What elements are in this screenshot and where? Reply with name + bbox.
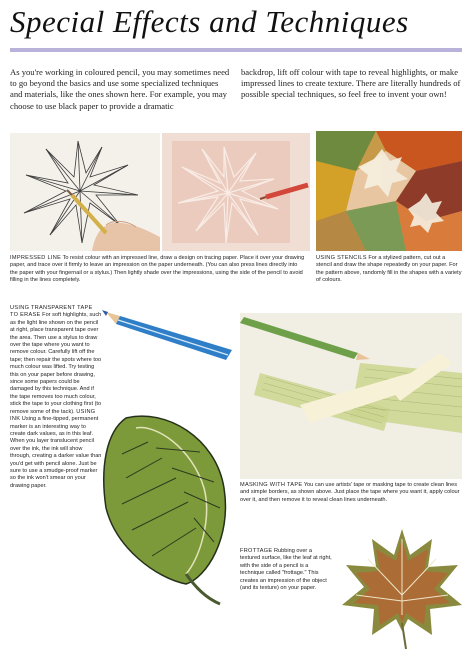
frottage-heading: FROTTAGE [240,548,273,554]
stencils-body: For a stylized pattern, cut out a stencil and draw the shape repeatedly on your paper. For the pattern above, randomly fill in the shapes with a variety of colours. [316,255,462,284]
ink-heading: USING INK [10,408,96,423]
transparent-tape-caption [10,305,102,490]
transparent-tape-body: For soft highlights, such as the light line shown on the pencil at right, place transparent tape over the area. Then use a stylus to draw over the tape where you want to remove colour. Carefully lift off the tape; then repair the spots where too much colour was lifted. Try testing this on your paper before drawing, since some papers could be damaged by this technique. And if the tape removes too much colour, stick the tape to your clothing first (to remove some of the tack). [10,312,102,415]
frottage-caption [240,548,332,592]
impressed-line-drawing-image [10,133,160,251]
impressed-line-result-image [162,133,310,251]
intro-text-left: As you're working in coloured pencil, you may sometimes need to go beyond the basics and use some specialized techniques and materials, like the ones shown here. For example, you may choose to use black paper to provide a dramatic [10,67,230,111]
ink-leaf-image [96,408,238,608]
stencils-heading: USING STENCILS [316,255,367,261]
impressed-line-heading: IMPRESSED LINE [10,255,62,261]
masking-heading: MASKING WITH TAPE [240,482,303,488]
frottage-leaf-image [340,525,464,651]
impressed-line-body: To resist colour with an impressed line, draw a design on tracing paper. Place it over your drawing paper, and trace over it firmly to leave an impression on the paper underneath. (You can also press lines directly into the paper with your fingernail or a stylus.) Then lightly shade over the impressions, using the side of the pencil to avoid filling in the lines completely. [10,255,305,284]
ink-body: Using a fine-tipped, permanent marker is an interesting way to create dark values, as in this leaf. When you layer translucent pencil over the ink, the ink will show through, creating a darker value than you'd get with pencil alone. Just be sure to use a smudge-proof marker so the ink won't smear on your drawing paper. [10,416,102,489]
masking-caption [240,482,462,504]
masking-body: You can use artists' tape or masking tape to create clean lines and simple borders, as shown above. Just place the tape where you want it, apply colour over it, and then remove it to reveal clean lines underneath. [240,482,460,503]
frottage-body: Rubbing over a textured surface, like the leaf at right, with the side of a pencil is a technique called "frottage." This creates an impression of the object (and its texture) on your paper. [240,548,332,592]
intro-text-right: backdrop, lift off colour with tape to reveal highlights, or make impressed lines to create texture. There are literally hundreds of possible special techniques, so feel free to invent your own! [241,67,461,100]
page-title: Special Effects and Techniques [10,4,409,39]
transparent-tape-heading: USING TRANSPARENT TAPE TO ERASE [10,305,93,319]
title-underline [10,48,462,52]
blue-pencil-image [100,302,235,362]
stencil-pattern-image [316,131,462,251]
masking-tape-image [240,313,462,479]
stencils-caption [316,255,462,285]
impressed-line-caption [10,255,306,285]
